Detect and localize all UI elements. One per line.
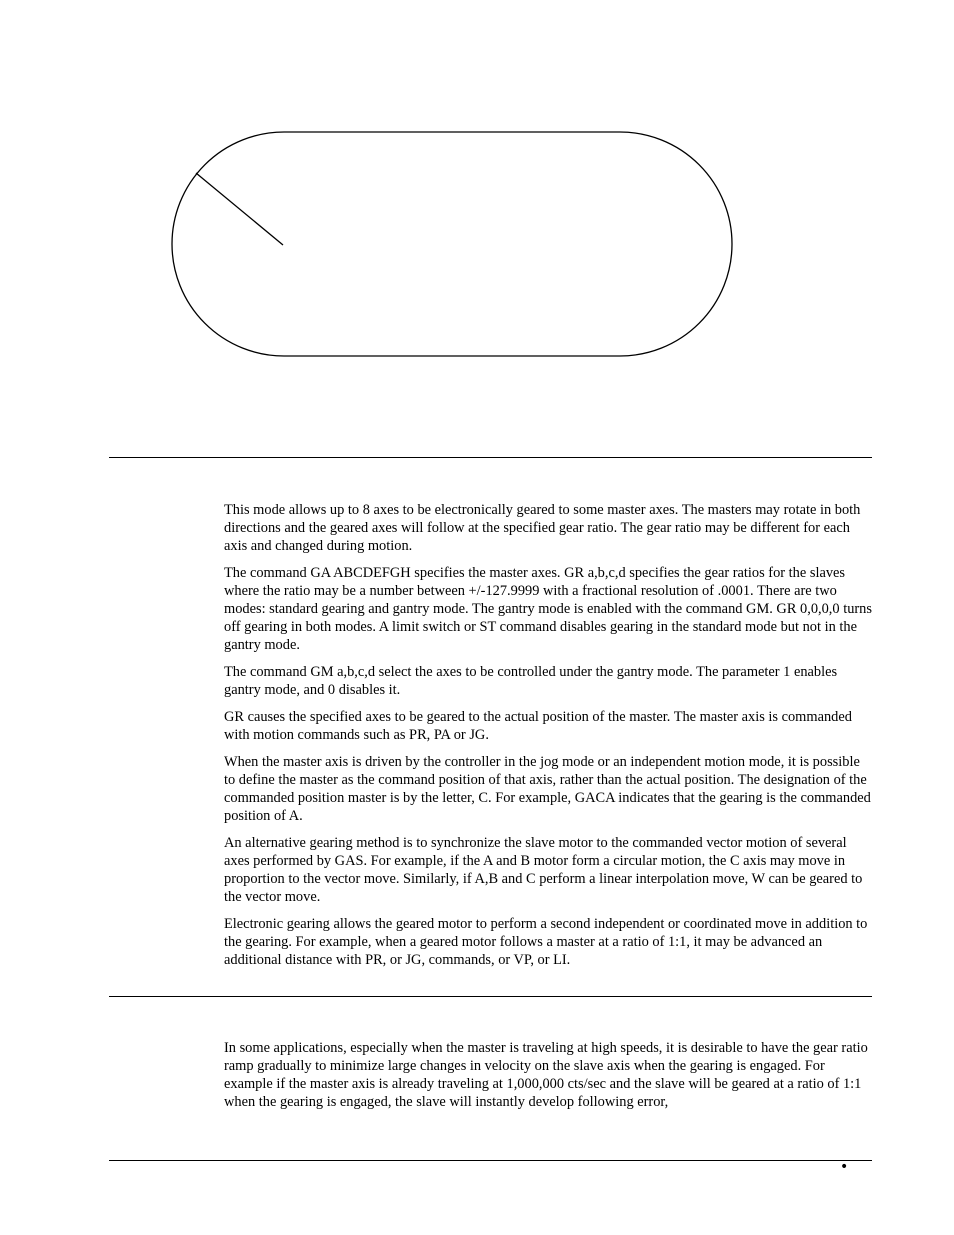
paragraph: GR causes the specified axes to be geared to the actual position of the master. The master axis is commanded with motion commands such as PR, PA or JG. [224,709,852,743]
paragraph: When the master axis is driven by the controller in the jog mode or an independent motion mode, it is possible to define the master as the command position of that axis, rather than the actual position. The designation of the commanded position master is by the letter, C. For example, GACA indicates that the gearing is the commanded position of A. [224,754,871,824]
paragraph: In some applications, especially when the master is traveling at high speeds, it is desirable to have the gear ratio ramp gradually to minimize large changes in velocity on the slave axis when the gearing is engaged. For example if the master axis is already traveling at 1,000,000 cts/sec and the slave will be geared at a ratio of 1:1 when the gearing is engaged, the slave will instantly develop following error, [224,1040,868,1110]
paragraph: Electronic gearing allows the geared motor to perform a second independent or coordinated move in addition to the gearing. For example, when a geared motor follows a master at a ratio of 1:1, it may be advanced an additional distance with PR, or JG, commands, or VP, or LI. [224,916,868,968]
top-section-rule [109,457,872,458]
footer-rule [109,1160,872,1161]
motion-path-diagram [160,120,745,370]
pointer-line [196,173,283,245]
paragraph: An alternative gearing method is to synchronize the slave motor to the commanded vector motion of several axes performed by GAS. For example, if the A and B motor form a circular motion, the C axis may move in proportion to the vector move. Similarly, if A,B and C perform a linear interpolation move, W can be geared to the vector move. [224,835,863,905]
paragraph: The command GA ABCDEFGH specifies the master axes. GR a,b,c,d specifies the gear ratios for the slaves where the ratio may be a number between +/-127.9999 with a fractional resolution of .0001. There are two modes: standard gearing and gantry mode. The gantry mode is enabled with the command GM. GR 0,0,0,0 turns off gearing in both modes. A limit switch or ST command disables gearing in the standard mode but not in the gantry mode. [224,565,872,653]
track-outline [172,132,732,356]
paragraph: This mode allows up to 8 axes to be electronically geared to some master axes. The masters may rotate in both directions and the geared axes will follow at the specified gear ratio. The gear ratio may be different for each axis and changed during motion. [224,502,861,554]
middle-section-rule [109,996,872,997]
footer-bullet: • [840,1159,849,1175]
ramped-gearing-section [224,1039,872,1120]
gearing-section [224,501,872,978]
paragraph: The command GM a,b,c,d select the axes to be controlled under the gantry mode. The parameter 1 enables gantry mode, and 0 disables it. [224,664,838,698]
